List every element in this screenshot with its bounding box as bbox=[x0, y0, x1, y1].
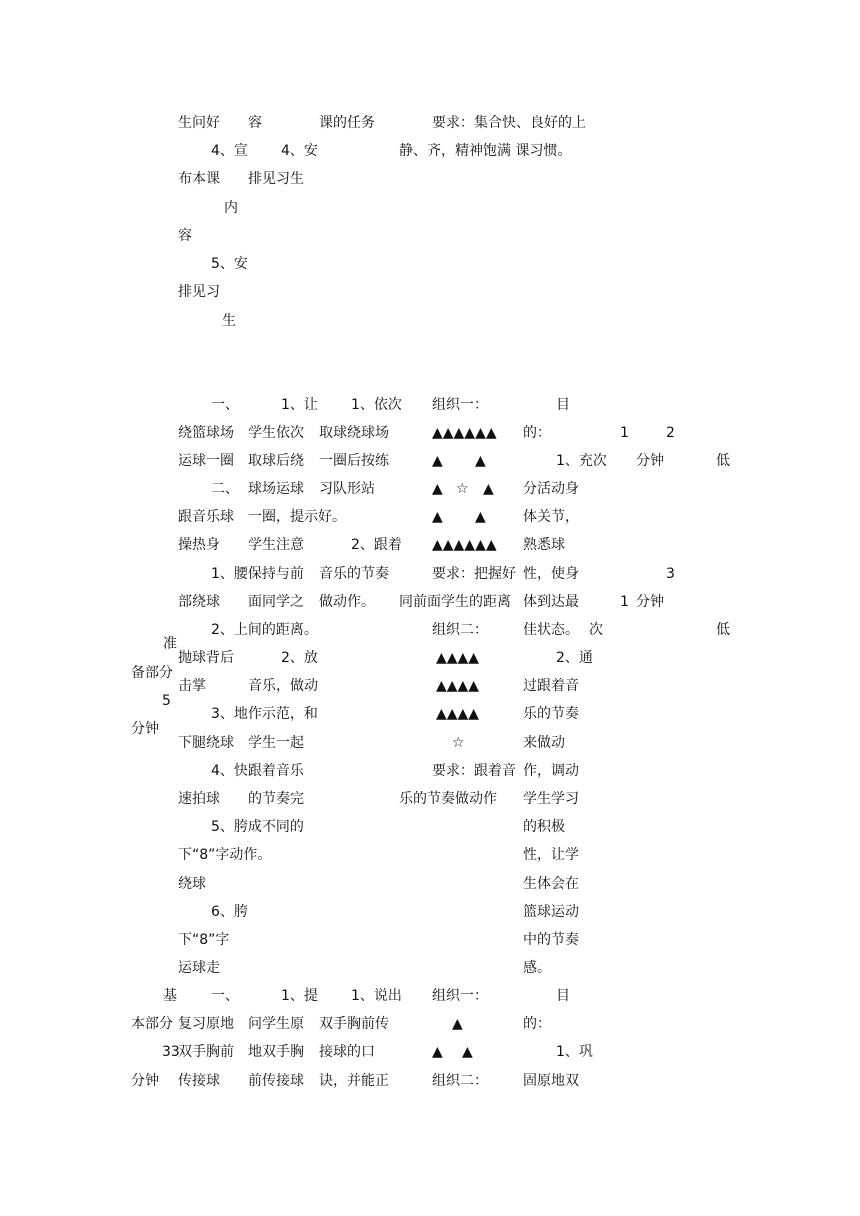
text-fragment: 分钟 bbox=[636, 453, 664, 469]
text-fragment: 3、地作示范，和 bbox=[211, 706, 318, 722]
text-fragment: 运球一圈 bbox=[178, 453, 234, 469]
text-fragment: 6、胯 bbox=[211, 904, 248, 920]
text-fragment: 下腿绕球 bbox=[178, 735, 234, 751]
text-fragment: 1、巩 bbox=[556, 1044, 593, 1060]
section-label-basic: 本部分 bbox=[131, 1016, 173, 1032]
text-fragment: 诀，并能正 bbox=[319, 1073, 389, 1089]
text-fragment: 跟音乐球 bbox=[178, 509, 234, 525]
text-fragment: 2 bbox=[666, 425, 675, 441]
section-label-prep: 备部分 bbox=[131, 665, 173, 681]
text-fragment: 课的任务 bbox=[319, 115, 375, 131]
triangle-formation: ▲▲▲▲▲▲ bbox=[432, 425, 497, 441]
text-fragment: 双手胸前传 bbox=[319, 1016, 389, 1032]
section-time-unit: 分钟 bbox=[131, 721, 159, 737]
text-fragment: 要求：集合快、良好的上 bbox=[432, 115, 586, 131]
text-fragment: 组织一： bbox=[432, 988, 488, 1004]
text-fragment: 绕球 bbox=[178, 876, 206, 892]
text-fragment: 目 bbox=[556, 988, 570, 1004]
text-fragment: 学生学习 bbox=[523, 791, 579, 807]
text-fragment: 球场运球 bbox=[248, 481, 304, 497]
text-fragment: 组织一： bbox=[432, 397, 488, 413]
text-fragment: 4、安 bbox=[281, 143, 318, 159]
text-fragment: 音乐，做动 bbox=[248, 678, 318, 694]
text-fragment: 学生一起 bbox=[248, 735, 304, 751]
text-fragment: 生体会在 bbox=[523, 876, 579, 892]
text-fragment: 5、胯成不同的 bbox=[211, 819, 304, 835]
text-fragment: 容 bbox=[178, 228, 192, 244]
star-marker: ☆ bbox=[452, 735, 465, 751]
text-fragment: 1、让 bbox=[281, 397, 318, 413]
text-fragment: 静、齐，精神饱满 课习惯。 bbox=[399, 143, 572, 159]
text-fragment: 1、依次 bbox=[351, 397, 402, 413]
text-fragment: 低 bbox=[716, 453, 730, 469]
text-fragment: 低 bbox=[716, 622, 730, 638]
text-fragment: 5、安 bbox=[211, 256, 248, 272]
text-fragment: 习队形站 bbox=[319, 481, 375, 497]
text-fragment: 生 bbox=[222, 313, 236, 329]
text-fragment: 学生注意 bbox=[248, 537, 304, 553]
text-fragment: 乐的节奏 bbox=[523, 706, 579, 722]
section-time: 33 bbox=[162, 1044, 180, 1060]
triangle-marker: ▲ bbox=[432, 1044, 443, 1060]
text-fragment: 内 bbox=[224, 200, 238, 216]
text-fragment: 1 bbox=[620, 425, 629, 441]
text-fragment: 二、 bbox=[211, 481, 239, 497]
text-fragment: 排见习生 bbox=[248, 171, 304, 187]
triangle-marker: ▲ bbox=[483, 481, 494, 497]
text-fragment: 1、提 bbox=[281, 988, 318, 1004]
text-fragment: 击掌 bbox=[178, 678, 206, 694]
section-label-prep: 准 bbox=[163, 636, 177, 652]
text-fragment: 分活动身 bbox=[523, 481, 579, 497]
triangle-marker: ▲ bbox=[462, 1044, 473, 1060]
text-fragment: 下“8”字动作。 bbox=[178, 847, 272, 863]
triangle-formation: ▲▲▲▲ bbox=[436, 678, 480, 694]
text-fragment: 绕篮球场 bbox=[178, 425, 234, 441]
text-fragment: 一圈后按练 bbox=[319, 453, 389, 469]
triangle-marker: ▲ bbox=[452, 1016, 463, 1032]
text-fragment: 固原地双 bbox=[523, 1073, 579, 1089]
triangle-marker: ▲ bbox=[475, 509, 486, 525]
text-fragment: 一、 bbox=[211, 988, 239, 1004]
text-fragment: 1、腰保持与前 bbox=[211, 566, 304, 582]
text-fragment: 一圈，提示好。 bbox=[248, 509, 346, 525]
triangle-marker: ▲ bbox=[432, 509, 443, 525]
text-fragment: 作，调动 bbox=[523, 763, 579, 779]
text-fragment: 取球绕球场 bbox=[319, 425, 389, 441]
text-fragment: 熟悉球 bbox=[523, 537, 565, 553]
text-fragment: 1 bbox=[620, 594, 629, 610]
text-fragment: 取球后绕 bbox=[248, 453, 304, 469]
text-fragment: 过跟着音 bbox=[523, 678, 579, 694]
text-fragment: 部绕球 bbox=[178, 594, 220, 610]
text-fragment: 中的节奏 bbox=[523, 932, 579, 948]
text-fragment: 面同学之 bbox=[248, 594, 304, 610]
text-fragment: 排见习 bbox=[178, 284, 220, 300]
text-fragment: 同前面学生的距离 bbox=[399, 594, 511, 610]
section-label-basic: 基 bbox=[163, 988, 177, 1004]
text-fragment: 感。 bbox=[523, 960, 551, 976]
text-fragment: 地双手胸 bbox=[248, 1044, 304, 1060]
text-fragment: 下“8”字 bbox=[178, 932, 230, 948]
text-fragment: 布本课 bbox=[178, 171, 220, 187]
text-fragment: 双手胸前 bbox=[178, 1044, 234, 1060]
text-fragment: 篮球运动 bbox=[523, 904, 579, 920]
text-fragment: 体到达最 bbox=[523, 594, 579, 610]
text-fragment: 学生依次 bbox=[248, 425, 304, 441]
text-fragment: 做动作。 bbox=[319, 594, 375, 610]
text-fragment: 的节奏完 bbox=[248, 791, 304, 807]
text-fragment: 问学生原 bbox=[248, 1016, 304, 1032]
text-fragment: 2、放 bbox=[281, 650, 318, 666]
text-fragment: 速拍球 bbox=[178, 791, 220, 807]
text-fragment: 的： bbox=[523, 425, 551, 441]
triangle-formation: ▲▲▲▲ bbox=[436, 706, 480, 722]
text-fragment: 2、通 bbox=[556, 650, 593, 666]
text-fragment: 复习原地 bbox=[178, 1016, 234, 1032]
text-fragment: 2、上间的距离。 bbox=[211, 622, 318, 638]
text-fragment: 4、快跟着音乐 bbox=[211, 763, 304, 779]
text-fragment: 性，让学 bbox=[523, 847, 579, 863]
text-fragment: 佳状态。 bbox=[523, 622, 579, 638]
text-fragment: 2、跟着 bbox=[351, 537, 402, 553]
text-fragment: 前传接球 bbox=[248, 1073, 304, 1089]
text-fragment: 分钟 bbox=[636, 594, 664, 610]
text-fragment: 生问好 bbox=[178, 115, 220, 131]
text-fragment: 4、宣 bbox=[211, 143, 248, 159]
text-fragment: 的： bbox=[523, 1016, 551, 1032]
text-fragment: 运球走 bbox=[178, 960, 220, 976]
star-marker: ☆ bbox=[456, 481, 469, 497]
text-fragment: 组织二： bbox=[432, 1073, 488, 1089]
text-fragment: 3 bbox=[666, 566, 675, 582]
text-fragment: 容 bbox=[248, 115, 262, 131]
text-fragment: 乐的节奏做动作 bbox=[399, 791, 497, 807]
text-fragment: 传接球 bbox=[178, 1073, 220, 1089]
triangle-marker: ▲ bbox=[432, 453, 443, 469]
text-fragment: 体关节， bbox=[523, 509, 579, 525]
triangle-marker: ▲ bbox=[475, 453, 486, 469]
text-fragment: 操热身 bbox=[178, 537, 220, 553]
text-fragment: 次 bbox=[589, 622, 603, 638]
text-fragment: 1、充次 bbox=[556, 453, 607, 469]
text-fragment: 性，使身 bbox=[523, 566, 579, 582]
text-fragment: 组织二： bbox=[432, 622, 488, 638]
text-fragment: 接球的口 bbox=[319, 1044, 375, 1060]
triangle-marker: ▲ bbox=[432, 481, 443, 497]
text-fragment: 音乐的节奏 bbox=[319, 566, 389, 582]
section-time-unit: 分钟 bbox=[131, 1073, 159, 1089]
text-fragment: 1、说出 bbox=[351, 988, 402, 1004]
text-fragment: 抛球背后 bbox=[178, 650, 234, 666]
text-fragment: 目 bbox=[556, 397, 570, 413]
triangle-formation: ▲▲▲▲▲▲ bbox=[432, 537, 497, 553]
text-fragment: 的积极 bbox=[523, 819, 565, 835]
text-fragment: 要求：把握好 bbox=[432, 566, 516, 582]
text-fragment: 要求：跟着音 bbox=[432, 763, 516, 779]
section-time: 5 bbox=[162, 693, 171, 709]
triangle-formation: ▲▲▲▲ bbox=[436, 650, 480, 666]
text-fragment: 来做动 bbox=[523, 735, 565, 751]
text-fragment: 一、 bbox=[211, 397, 239, 413]
